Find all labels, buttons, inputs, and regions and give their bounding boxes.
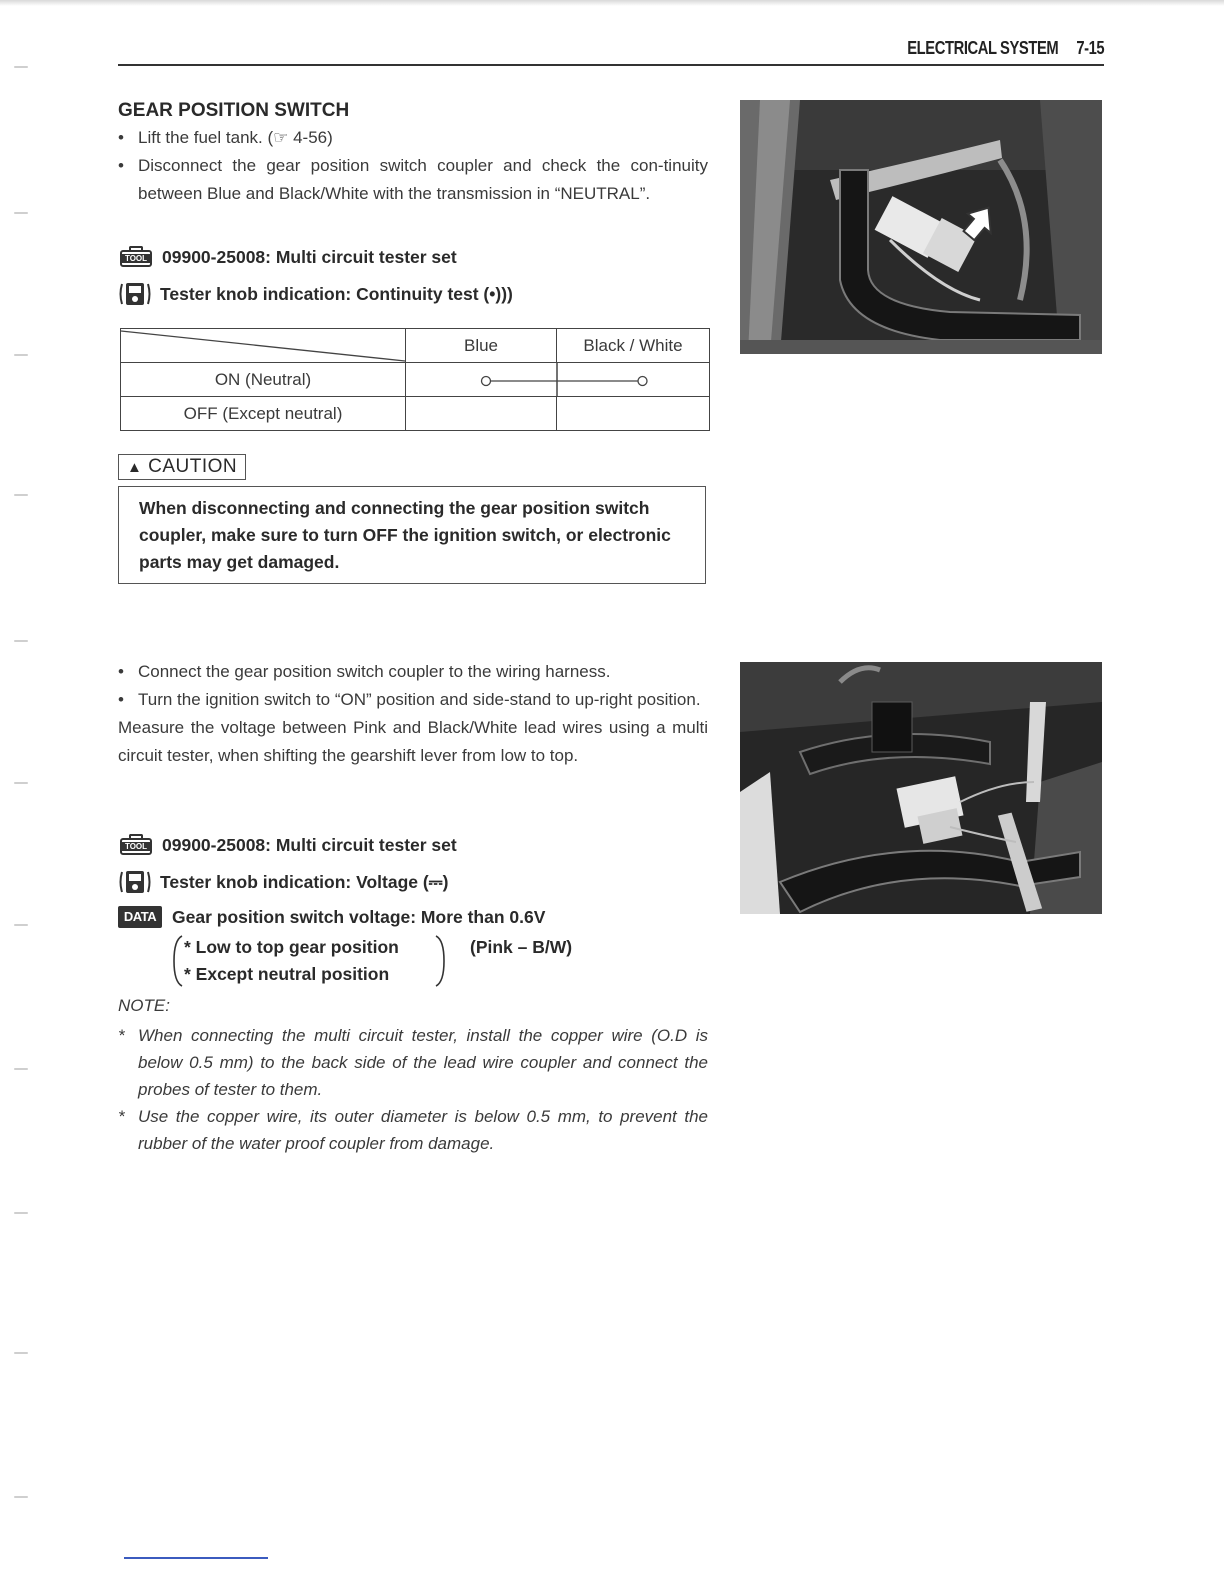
continuity-table (120, 328, 710, 431)
page-edge (0, 0, 1224, 6)
data-icon: DATA (118, 906, 162, 928)
binder-mark (14, 1212, 28, 1214)
tool-text: 09900-25008: Multi circuit tester set (162, 246, 457, 267)
binder-mark (14, 1352, 28, 1354)
page-header (118, 36, 1104, 66)
binder-mark (14, 640, 28, 642)
note-item: * When connecting the multi circuit tester, install the copper wire (O.D is below 0.5 mm) to the back side of the lead wire coupler and connect the probes of tester to them. (118, 1022, 708, 1103)
measure-paragraph: Measure the voltage between Pink and Black/White lead wires using a multi circuit tester, when shifting the gearshift lever from low to top. (118, 718, 708, 765)
tester-line-1 (118, 280, 513, 308)
note-item: * Use the copper wire, its outer diameter is below 0.5 mm, to prevent the rubber of the water proof coupler from damage. (118, 1103, 708, 1157)
row-label: OFF (Except neutral) (121, 397, 406, 431)
binder-mark (14, 1496, 28, 1498)
voltage-conditions (172, 932, 622, 988)
caution-label: CAUTION (148, 456, 238, 477)
list-item: • Disconnect the gear position switch coupler and check the con-tinuity between Blue and Black/White with the transmission in “NEUTRAL”. (118, 152, 708, 208)
tester-line-2 (118, 868, 448, 896)
row-label: ON (Neutral) (121, 363, 406, 397)
caution-box: When disconnecting and connecting the gear position switch coupler, make sure to turn OFF the ignition switch, or electronic parts may get damaged. (118, 486, 706, 584)
note-list (118, 1022, 708, 1157)
tool-line-1 (118, 246, 457, 268)
photo-illustration (740, 100, 1102, 354)
tester-icon (118, 868, 152, 896)
caution-tag (118, 454, 246, 480)
page-number: 7-15 (1076, 38, 1104, 58)
table-row (121, 363, 710, 397)
binder-mark (14, 66, 28, 68)
caution-icon: ▲ (127, 459, 143, 476)
diagonal-line (121, 329, 405, 363)
table-row (121, 397, 710, 431)
conditions-list (184, 934, 399, 988)
tester-icon (118, 280, 152, 308)
list-item: • Connect the gear position switch coupler to the wiring harness. (118, 658, 708, 686)
table-cell (406, 397, 557, 431)
tester-text: Tester knob indication: Continuity test (•))) (160, 283, 513, 304)
note-title: NOTE: (118, 996, 170, 1015)
right-brace (434, 934, 446, 988)
table-corner-cell (121, 329, 406, 363)
binder-mark (14, 924, 28, 926)
lead-wires: (Pink – B/W) (470, 937, 573, 957)
data-line (118, 906, 545, 928)
condition-item: * Except neutral position (184, 964, 390, 984)
table-cell (557, 397, 710, 431)
photo-voltage-measurement (740, 662, 1102, 914)
tool-text: 09900-25008: Multi circuit tester set (162, 834, 457, 855)
header-section: ELECTRICAL SYSTEM (907, 38, 1059, 58)
tester-text: Tester knob indication: Voltage (⎓) (160, 871, 449, 892)
list-item: • Lift the fuel tank. (☞ 4-56) (118, 124, 708, 152)
binder-mark (14, 782, 28, 784)
column-header-black-white: Black / White (557, 329, 710, 363)
bullet-list-1 (118, 124, 708, 208)
header-text (907, 38, 1104, 59)
binder-mark (14, 212, 28, 214)
tool-icon: TOOL (118, 246, 154, 268)
photo-gear-switch-coupler (740, 100, 1102, 354)
binder-mark (14, 354, 28, 356)
left-brace (172, 934, 184, 988)
tool-icon: TOOL (118, 834, 154, 856)
condition-item: * Low to top gear position (184, 937, 399, 957)
list-item: • Turn the ignition switch to “ON” position and side-stand to up-right position. (118, 686, 708, 714)
footer-link-underline (124, 1557, 268, 1559)
binder-mark (14, 494, 28, 496)
continuity-line (406, 363, 710, 397)
binder-mark (14, 1068, 28, 1070)
data-text: Gear position switch voltage: More than 0.6V (172, 906, 546, 927)
column-header-blue: Blue (406, 329, 557, 363)
bullet-list-2 (118, 658, 708, 770)
table-header-row (121, 329, 710, 363)
tool-line-2 (118, 834, 457, 856)
section-title: GEAR POSITION SWITCH (118, 100, 350, 121)
photo-illustration (740, 662, 1102, 914)
continuity-cell (406, 363, 710, 397)
